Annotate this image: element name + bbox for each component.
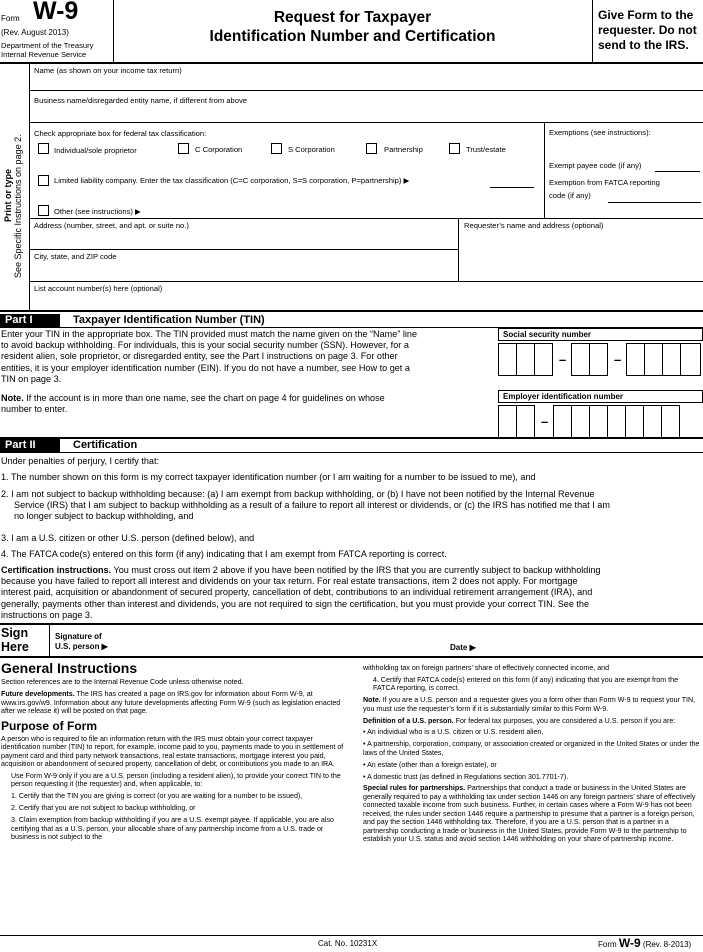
part2-tag: Part II: [0, 439, 60, 452]
title-line-2: Identification Number and Certification: [209, 28, 496, 45]
agency: Internal Revenue Service: [1, 50, 87, 59]
purpose-item-3: 3. Claim exemption from backup withholding if you are a U.S. exempt payee. If applicable, you are also certifying that as a U.S. person, your allocable share of any partnership income from a U.S. trade or business is not subject to the: [11, 816, 334, 841]
part1-tag: Part I: [0, 314, 60, 327]
cert-item-1: 1. The number shown on this form is my correct taxpayer identification number (or I am waiting for a number to be issued to me), and: [1, 472, 536, 482]
purpose-heading: Purpose of Form: [1, 718, 98, 733]
ssn-boxes[interactable]: [498, 343, 703, 376]
give-form-note: Give Form to the requester. Do not send to the IRS.: [598, 8, 697, 52]
future-text: The IRS has created a page on IRS.gov for information about Form W-9, at www.irs.gov/w9. Information about any future developments affecting Form W-9 (such as legislation enacted after we release it) will be posted on that page.: [1, 690, 341, 716]
cert-intro: Under penalties of perjury, I certify that:: [1, 456, 160, 466]
special-bold: Special rules for partnerships.: [363, 784, 466, 793]
date-label: Date ▶: [450, 643, 476, 652]
footer-form-id: [598, 936, 691, 950]
cert-instructions-line: because you have failed to report all interest and dividends on your tax return. For real estate transactions, item 2 does not apply. For mortgage: [1, 576, 578, 587]
cert-item-2-line: Service (IRS) that I am subject to backup withholding as a result of a failure to report all interest or dividends, or (c) the IRS has notified me that I am: [14, 500, 610, 511]
c-corporation-label: C Corporation: [195, 145, 243, 154]
partnership-label: Partnership: [384, 145, 423, 154]
future-bold: Future developments.: [1, 690, 75, 699]
purpose-p2: Use Form W-9 only if you are a U.S. person (including a resident alien), to provide your correct TIN to the person requesting it (the requester) and, when applicable, to:: [11, 772, 341, 789]
signature-input[interactable]: [120, 628, 440, 652]
ein-digit-box[interactable]: [553, 405, 572, 438]
address-label: Address (number, street, and apt. or suite no.): [34, 221, 189, 230]
department: Department of the Treasury: [1, 41, 94, 50]
part1-line: resident alien, sole proprietor, or disregarded entity, see the Part I instructions on page 3. For other: [1, 351, 398, 362]
sign-here: [1, 626, 29, 654]
name-input[interactable]: [30, 76, 703, 90]
definition-us-person: [363, 717, 701, 725]
fatca-label-2: code (if any): [549, 191, 591, 200]
ssn-dash: –: [614, 352, 622, 367]
trust-estate-label: Trust/estate: [466, 145, 506, 154]
ssn-digit-box[interactable]: [498, 343, 517, 376]
part1-note: [1, 393, 495, 415]
footer-form-number: W-9: [618, 936, 641, 950]
cert-item-2: [1, 489, 703, 523]
llc-label: Limited liability company. Enter the tax classification (C=C corporation, S=S corporation, P=partnership) ▶: [54, 176, 410, 185]
cert-instructions: [1, 565, 703, 621]
section-refs: Section references are to the Internal Revenue Code unless otherwise noted.: [1, 678, 244, 687]
exempt-payee-input[interactable]: [655, 171, 700, 172]
sign-word: Sign: [1, 626, 29, 640]
form-title: [113, 8, 592, 46]
see-specific-instructions: See Specific Instructions on page 2.: [13, 134, 23, 278]
ssn-label: Social security number: [503, 330, 592, 339]
ssn-digit-box[interactable]: [516, 343, 535, 376]
ein-digit-box[interactable]: [498, 405, 517, 438]
form-revision: (Rev. August 2013): [1, 28, 69, 37]
purpose-item-4: 4. Certify that FATCA code(s) entered on this form (if any) indicating that you are exempt from the FATCA reporting, is correct.: [373, 675, 679, 693]
s-corporation-label: S Corporation: [288, 145, 335, 154]
date-input[interactable]: [485, 628, 700, 652]
ein-label: Employer identification number: [503, 392, 624, 401]
requester-input[interactable]: [459, 231, 703, 281]
s-corporation-checkbox[interactable]: [271, 143, 282, 154]
trust-estate-checkbox[interactable]: [449, 143, 460, 154]
fatca-code-input[interactable]: [608, 202, 701, 203]
signature-label: [55, 632, 108, 652]
classification-label: Check appropriate box for federal tax classification:: [34, 129, 207, 138]
ein-digit-box[interactable]: [571, 405, 590, 438]
general-instructions-heading: General Instructions: [1, 660, 138, 676]
ein-digit-box[interactable]: [589, 405, 608, 438]
business-name-label: Business name/disregarded entity name, if different from above: [34, 96, 248, 105]
catalog-number: Cat. No. 10231X: [318, 939, 378, 948]
purpose-item-2: 2. Certify that you are not subject to backup withholding, or: [11, 804, 196, 813]
ein-dash: –: [541, 414, 549, 429]
cert-instructions-line: interest paid, acquisition or abandonment of secured property, cancellation of debt, contributions to an individual retirement arrangement (IRA), and: [1, 587, 593, 598]
special-rules: [363, 784, 701, 843]
account-input[interactable]: [30, 294, 703, 309]
ssn-digit-box[interactable]: [589, 343, 608, 376]
note-bold: Note.: [1, 393, 24, 403]
cert-item-3: 3. I am a U.S. citizen or other U.S. person (defined below), and: [1, 533, 255, 543]
ein-digit-box[interactable]: [516, 405, 535, 438]
other-checkbox[interactable]: [38, 205, 49, 216]
withholding-continued: withholding tax on foreign partners’ share of effectively connected income, and: [363, 664, 610, 672]
part1-title: Taxpayer Identification Number (TIN): [73, 314, 265, 326]
ein-boxes[interactable]: [498, 405, 703, 438]
other-label: Other (see instructions) ▶: [54, 207, 141, 216]
cert-item-2-line: no longer subject to backup withholding, and: [14, 511, 194, 522]
form-word: Form: [1, 14, 20, 23]
individual-label: Individual/sole proprietor: [54, 146, 137, 155]
part1-line: to avoid backup withholding. For individuals, this is your social security number (SSN). However, for a: [1, 340, 409, 351]
definition-text: For federal tax purposes, you are considered a U.S. person if you are:: [453, 716, 676, 725]
city-label: City, state, and ZIP code: [34, 252, 117, 261]
part2-title: Certification: [73, 439, 138, 451]
footer-form-word: Form: [598, 940, 617, 949]
ssn-digit-box[interactable]: [644, 343, 663, 376]
ssn-digit-box[interactable]: [662, 343, 681, 376]
ein-digit-box[interactable]: [643, 405, 662, 438]
form-number: W-9: [33, 0, 79, 25]
purpose-item-1: 1. Certify that the TIN you are giving is correct (or you are waiting for a number to be issued),: [11, 792, 303, 801]
ein-digit-box[interactable]: [625, 405, 644, 438]
cert-item-4: 4. The FATCA code(s) entered on this form (if any) indicating that I am exempt from FATCA reporting is correct.: [1, 549, 447, 559]
part1-line: TIN on page 3.: [1, 373, 62, 384]
business-name-input[interactable]: [30, 106, 703, 120]
note-bold-2: Note.: [363, 696, 381, 705]
bullet-estate: • An estate (other than a foreign estate), or: [363, 760, 497, 769]
title-line-1: Request for Taxpayer: [273, 9, 432, 26]
bullet-partnership: • A partnership, corporation, company, or association created or organized in the United States or under the laws of the United States,: [363, 740, 700, 757]
part1-line: Enter your TIN in the appropriate box. The TIN provided must match the name given on the “Name” line: [1, 329, 417, 339]
header: [0, 0, 703, 62]
fatca-label-1: Exemption from FATCA reporting: [549, 178, 660, 187]
ssn-header: [498, 328, 703, 341]
ssn-digit-box[interactable]: [534, 343, 553, 376]
bullet-trust: • A domestic trust (as defined in Regulations section 301.7701-7).: [363, 772, 569, 781]
note-text: If the account is in more than one name, see the chart on page 4 for guidelines on whose: [23, 393, 385, 403]
ein-digit-box[interactable]: [661, 405, 680, 438]
signature-label-1: Signature of: [55, 632, 102, 641]
city-input[interactable]: [30, 262, 458, 281]
ein-digit-box[interactable]: [607, 405, 626, 438]
future-developments: [1, 690, 345, 715]
partnership-checkbox[interactable]: [366, 143, 377, 154]
cert-instructions-line: generally, payments other than interest and dividends, you are not required to sign the certification, but you must provide your correct TIN. See the: [1, 598, 590, 609]
ssn-digit-box[interactable]: [680, 343, 701, 376]
requester-label: Requester’s name and address (optional): [464, 221, 604, 230]
address-input[interactable]: [30, 231, 458, 248]
note-text-2: number to enter.: [1, 404, 68, 415]
left-column: [1, 660, 345, 845]
special-text: Partnerships that conduct a trade or business in the United States are generally required to pay a withholding tax under section 1446 on any foreign partners’ share of effectively connected taxable income from such business. Further, in certain cases where a Form W-9 has not been received, the rules under section 1446 require a partnership to presume that a partner is a foreign person, and pay the section 1446 withholding tax. Therefore, if you are a U.S. person that is a partner in a partnership conducting a trade or business in the United States, provide Form W-9 to the partnership to establish your U.S. status and avoid section 1446 withholding on your share of partnership income.: [363, 784, 696, 843]
note-text-3: If you are a U.S. person and a requester gives you a form other than Form W-9 to request your TIN, you must use the requester’s form if it is substantially similar to this Form W-9.: [363, 696, 696, 713]
print-or-type: Print or type: [3, 168, 13, 222]
cert-instructions-bold: Certification instructions.: [1, 565, 112, 575]
ssn-digit-box[interactable]: [626, 343, 645, 376]
cert-instructions-line: You must cross out item 2 above if you have been notified by the IRS that you are currently subject to backup withholding: [111, 565, 601, 575]
cert-instructions-line: instructions on page 3.: [1, 609, 93, 620]
individual-checkbox[interactable]: [38, 143, 49, 154]
purpose-p1: A person who is required to file an information return with the IRS must obtain your correct taxpayer identification number (TIN) to report, for example, income paid to you, payments made to you in settlement of payment card and third party network transactions, real estate transactions, mortgage interest you paid, acquisition or abandonment of secured property, cancellation of debt, or contributions you made to an IRA.: [1, 734, 344, 769]
note-paragraph: [363, 696, 701, 713]
c-corporation-checkbox[interactable]: [178, 143, 189, 154]
signature-label-2: U.S. person ▶: [55, 642, 108, 651]
definition-bold: Definition of a U.S. person.: [363, 716, 454, 725]
exempt-payee-label: Exempt payee code (if any): [549, 161, 642, 170]
part1-text: [1, 329, 495, 385]
ein-header: [498, 390, 703, 403]
ssn-digit-box[interactable]: [571, 343, 590, 376]
name-label: Name (as shown on your income tax return): [34, 66, 182, 75]
llc-classification-input[interactable]: [490, 187, 534, 188]
exemptions-label: Exemptions (see instructions):: [549, 128, 651, 137]
ssn-dash: –: [559, 352, 567, 367]
bullet-individual: • An individual who is a U.S. citizen or U.S. resident alien,: [363, 728, 544, 737]
here-word: Here: [1, 640, 29, 654]
right-column: [363, 664, 701, 847]
cert-item-2-line: 2. I am not subject to backup withholding because: (a) I am exempt from backup withholding, or (b) I have not been notified by the Internal Revenue: [1, 489, 595, 499]
account-label: List account number(s) here (optional): [34, 284, 163, 293]
part1-line: entities, it is your employer identification number (EIN). If you do not have a number, see How to get a: [1, 362, 410, 373]
llc-checkbox[interactable]: [38, 175, 49, 186]
footer-rev: (Rev. 8-2013): [642, 940, 692, 949]
